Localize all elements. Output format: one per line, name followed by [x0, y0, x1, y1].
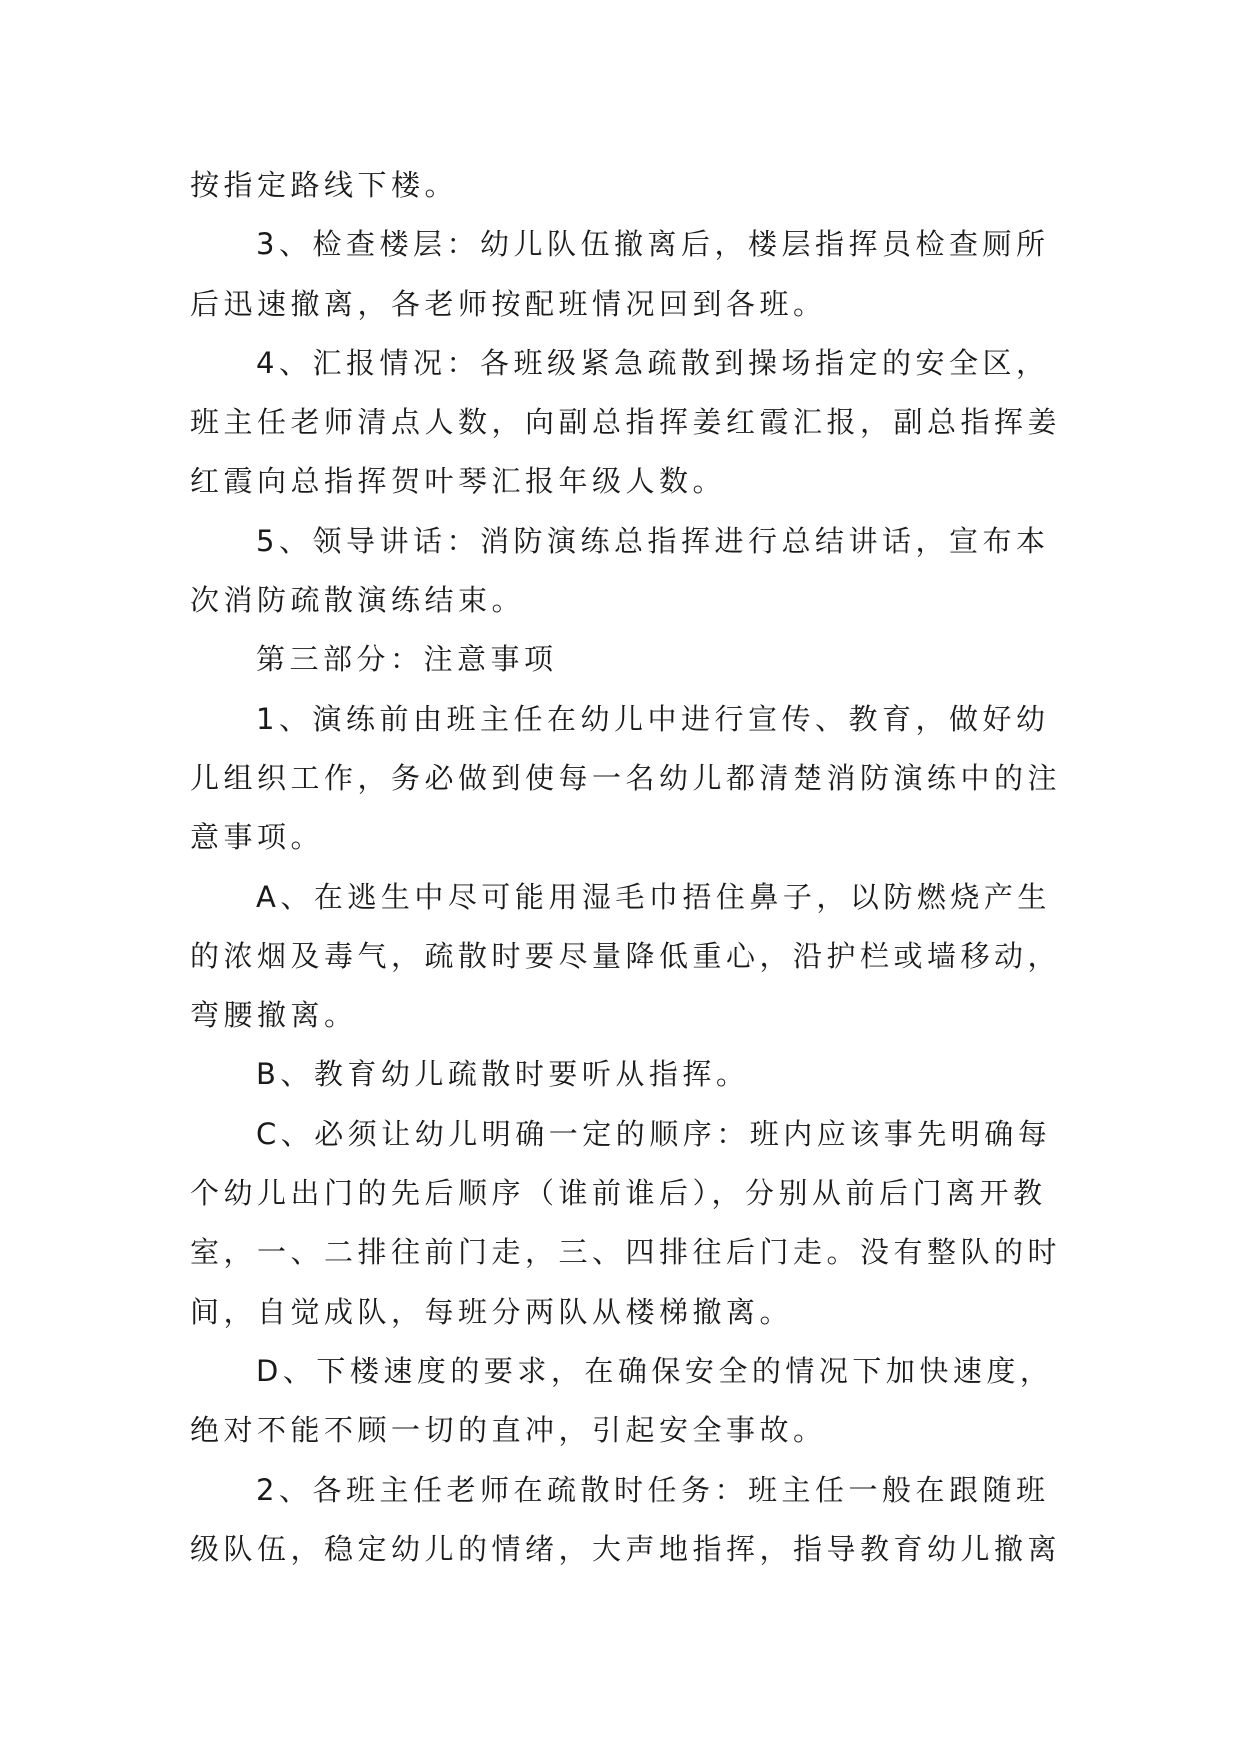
- document-body: [190, 156, 1070, 1579]
- paragraph-start-line: 1、演练前由班主任在幼儿中进行宣传、教育，做好幼: [256, 701, 1050, 736]
- text-line: 的浓烟及毒气，疏散时要尽量降低重心，沿护栏或墙移动，: [190, 938, 1062, 973]
- text-line: 间，自觉成队，每班分两队从楼梯撤离。: [190, 1294, 794, 1329]
- paragraph-start-line: A、在逃生中尽可能用湿毛巾捂住鼻子，以防燃烧产生: [256, 879, 1051, 914]
- text-line: 儿组织工作，务必做到使每一名幼儿都清楚消防演练中的注: [190, 760, 1062, 795]
- text-line: 室，一、二排往前门走，三、四排往后门走。没有整队的时: [190, 1235, 1062, 1270]
- text-line: 按指定路线下楼。: [190, 168, 459, 202]
- paragraph-start-line: 5、领导讲话：消防演练总指挥进行总结讲话，宣布本: [256, 523, 1050, 558]
- text-line: 绝对不能不顾一切的直冲，引起安全事故。: [190, 1413, 827, 1448]
- text-line: 意事项。: [190, 820, 325, 855]
- paragraph-start-line: B、教育幼儿疏散时要听从指挥。: [256, 1057, 750, 1092]
- text-line: 弯腰撤离。: [190, 998, 358, 1033]
- paragraph-start-line: 4、汇报情况：各班级紧急疏散到操场指定的安全区，: [256, 345, 1050, 380]
- text-line: 个幼儿出门的先后顺序（谁前谁后），分别从前后门离开教: [190, 1176, 1047, 1211]
- text-line: 班主任老师清点人数，向副总指挥姜红霞汇报，副总指挥姜: [190, 405, 1062, 440]
- text-line: 次消防疏散演练结束。: [190, 583, 526, 618]
- section-heading: 第三部分：注意事项: [256, 642, 558, 677]
- text-line: 后迅速撤离，各老师按配班情况回到各班。: [190, 286, 827, 321]
- text-line: 级队伍，稳定幼儿的情绪，大声地指挥，指导教育幼儿撤离: [190, 1531, 1062, 1566]
- paragraph-start-line: 2、各班主任老师在疏散时任务：班主任一般在跟随班: [256, 1472, 1050, 1507]
- text-line: 红霞向总指挥贺叶琴汇报年级人数。: [190, 464, 727, 499]
- paragraph-start-line: 3、检查楼层：幼儿队伍撤离后，楼层指挥员检查厕所: [256, 227, 1050, 262]
- paragraph-start-line: C、必须让幼儿明确一定的顺序：班内应该事先明确每: [256, 1116, 1052, 1151]
- paragraph-start-line: D、下楼速度的要求，在确保安全的情况下加快速度，: [256, 1353, 1054, 1388]
